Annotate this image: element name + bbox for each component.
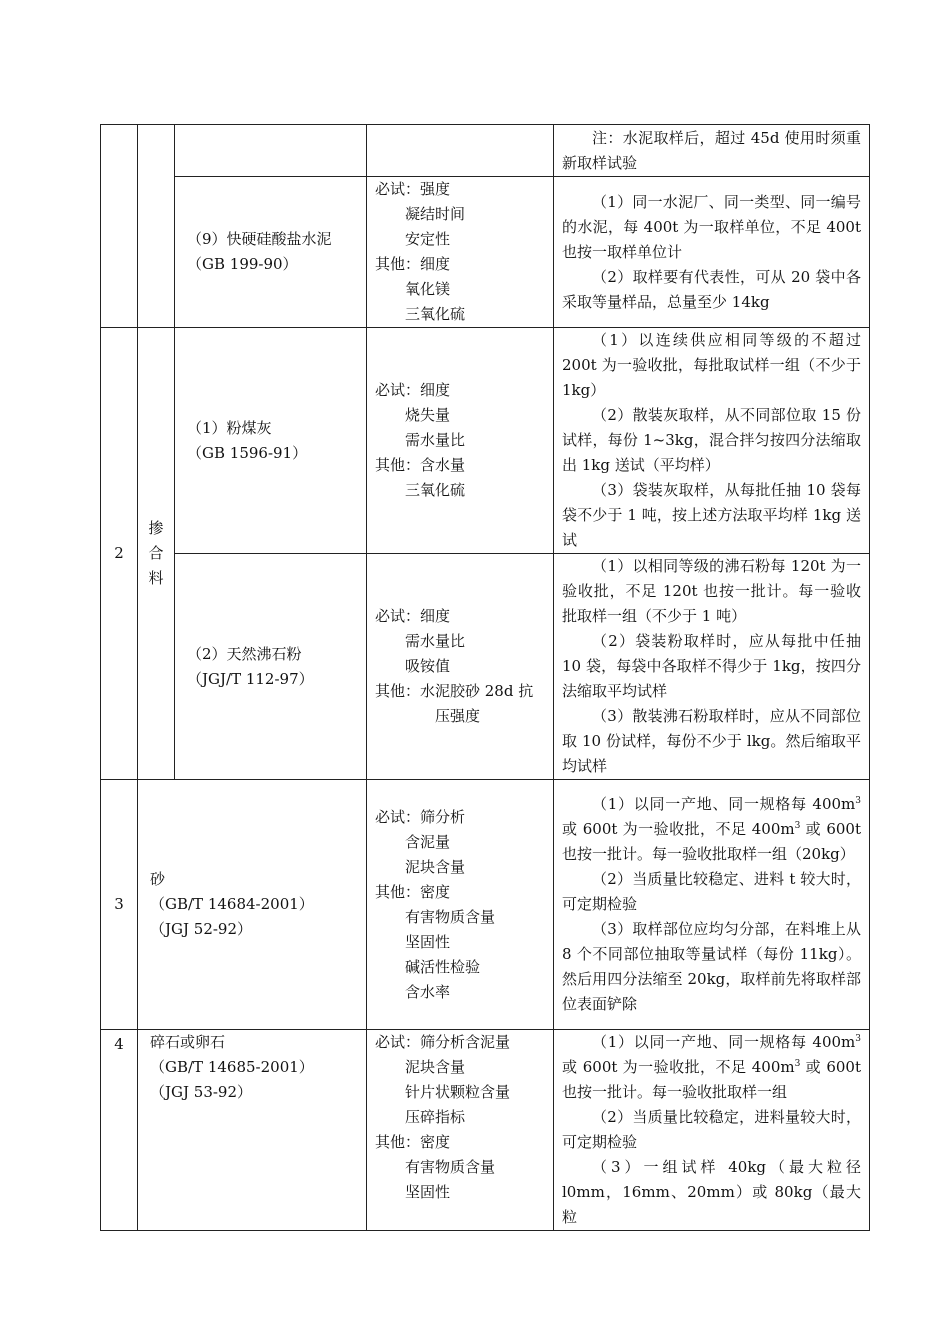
param-line: 烧失量 xyxy=(405,406,451,424)
sampling-paragraph: （3）取样部位应均匀分部，在料堆上从 8 个不同部位抽取等量试样（每份 11kg）。然后用四分法缩至 20kg，取样前先将取样部位表面铲除 xyxy=(562,920,861,1013)
param-line: 其他：含水量 xyxy=(375,456,466,474)
table-row xyxy=(101,1030,870,1231)
text-run: 或 600t 为一验收批，不足 400m xyxy=(562,820,795,838)
params-cell xyxy=(367,177,554,328)
param-line: 需水量比 xyxy=(405,431,466,449)
item-cell xyxy=(175,554,367,780)
sampling-paragraph: （2）当质量比较稳定、进料 t 较大时，可定期检验 xyxy=(562,870,861,913)
param-line: 其他：密度 xyxy=(375,882,451,901)
table-row xyxy=(101,177,870,328)
text-run: （1）以同一产地、同一规格每 400m xyxy=(592,795,856,813)
sampling-cell xyxy=(554,328,870,554)
sampling-cell xyxy=(554,1030,870,1231)
item-cell xyxy=(175,328,367,554)
params-cell xyxy=(367,780,554,1030)
superscript: 3 xyxy=(855,796,861,806)
item-standard: （JGJ 53-92） xyxy=(150,1083,253,1101)
item-standard: （GB 199-90） xyxy=(187,255,298,273)
category-label: 掺合料 xyxy=(148,519,164,587)
param-line: 凝结时间 xyxy=(405,205,466,223)
text-run: 或 600t 也按一批计。每一验收批取样一组 xyxy=(562,1058,861,1101)
sampling-paragraph xyxy=(562,1030,861,1105)
item-name: （1）粉煤灰 xyxy=(187,418,272,437)
params-cell xyxy=(367,1030,554,1231)
param-line: 含泥量 xyxy=(405,832,451,851)
sampling-paragraph: （3）一组试样 40kg（最大粒径 l0mm，16mm、20mm）或 80kg（最大粒 xyxy=(562,1158,861,1226)
item-standard: （GB/T 14685-2001） xyxy=(150,1058,314,1076)
param-line: 坚固性 xyxy=(405,1183,451,1201)
item-standard: （GB/T 14684-2001） xyxy=(150,895,314,913)
row-number-cell xyxy=(101,328,138,780)
item-name: 碎石或卵石 xyxy=(150,1033,226,1051)
param-line: 压碎指标 xyxy=(405,1108,466,1126)
param-line: 坚固性 xyxy=(405,932,451,951)
param-line: 需水量比 xyxy=(405,632,466,650)
item-name: （2）天然沸石粉 xyxy=(187,644,302,663)
param-line: 泥块含量 xyxy=(405,857,466,876)
sampling-paragraph: （1）以相同等级的沸石粉每 120t 为一验收批，不足 120t 也按一批计。每一验收批取样一组（不少于 1 吨） xyxy=(562,557,861,625)
sampling-paragraph: （2）取样要有代表性，可从 20 袋中各采取等量样品，总量至少 14kg xyxy=(562,267,861,311)
item-cell xyxy=(175,125,367,177)
item-name: （9）快硬硅酸盐水泥 xyxy=(187,230,332,248)
row-number-cell xyxy=(101,780,138,1030)
param-line: 有害物质含量 xyxy=(405,907,496,926)
sampling-paragraph: （2）袋装粉取样时，应从每批中任抽 10 袋，每袋中各取样不得少于 1kg，按四分法缩取平均试样 xyxy=(562,632,861,700)
item-standard: （JGJ 52-92） xyxy=(150,920,253,938)
param-line: 针片状颗粒含量 xyxy=(405,1083,511,1101)
row-number-cell xyxy=(101,125,138,328)
table-row xyxy=(101,554,870,780)
params-cell xyxy=(367,554,554,780)
sampling-paragraph: （2）散装灰取样，从不同部位取 15 份试样，每份 1~3kg，混合拌匀按四分法缩取出 1kg 送试（平均样） xyxy=(562,406,861,474)
text-run: 或 600t 为一验收批，不足 400m xyxy=(562,1058,795,1076)
param-line: 泥块含量 xyxy=(405,1058,466,1076)
sampling-paragraph: （3）散装沸石粉取样时，应从不同部位取 10 份试样，每份不少于 lkg。然后缩取平均试样 xyxy=(562,707,861,775)
item-cell xyxy=(138,1030,367,1231)
row-number: 4 xyxy=(114,1035,124,1053)
text-run: （1）以同一产地、同一规格每 400m xyxy=(592,1033,856,1051)
sampling-cell xyxy=(554,177,870,328)
param-line: 其他：密度 xyxy=(375,1133,451,1151)
row-number: 2 xyxy=(114,544,124,562)
table-row xyxy=(101,780,870,1030)
sampling-paragraph xyxy=(562,792,861,867)
param-line: 必试：筛分析含泥量 xyxy=(375,1033,511,1051)
row-number: 3 xyxy=(114,895,124,913)
table-row xyxy=(101,328,870,554)
superscript: 3 xyxy=(855,1034,861,1044)
param-line: 吸铵值 xyxy=(405,657,451,675)
sampling-paragraph: （2）当质量比较稳定，进料量较大时，可定期检验 xyxy=(562,1108,861,1151)
category-cell xyxy=(138,125,175,328)
item-cell xyxy=(175,177,367,328)
text-run: 或 600t 也按一批计。每一验收批取样一组（20kg） xyxy=(562,820,861,863)
superscript: 3 xyxy=(794,821,801,831)
param-line: 必试：强度 xyxy=(375,180,451,198)
item-name: 砂 xyxy=(150,870,166,888)
superscript: 3 xyxy=(794,1059,801,1069)
param-line: 含水率 xyxy=(405,982,451,1001)
category-cell xyxy=(138,328,175,780)
sampling-cell xyxy=(554,125,870,177)
item-standard: （GB 1596-91） xyxy=(187,443,308,462)
sampling-paragraph: （1）以连续供应相同等级的不超过 200t 为一验收批，每批取试样一组（不少于 1kg） xyxy=(562,331,861,399)
param-line: 氧化镁 xyxy=(405,280,451,298)
param-line: 安定性 xyxy=(405,230,451,248)
param-line: 其他：水泥胶砂 28d 抗 xyxy=(375,682,534,700)
row-number-cell xyxy=(101,1030,138,1231)
param-line: 三氧化硫 xyxy=(405,481,466,499)
param-line: 压强度 xyxy=(435,707,481,725)
param-line: 必试：细度 xyxy=(375,381,451,399)
params-cell xyxy=(367,125,554,177)
sampling-cell xyxy=(554,780,870,1030)
sampling-cell xyxy=(554,554,870,780)
param-line: 其他：细度 xyxy=(375,255,451,273)
param-line: 碱活性检验 xyxy=(405,957,481,976)
sampling-note: 注：水泥取样后，超过 45d 使用时须重新取样试验 xyxy=(562,128,861,172)
sampling-paragraph: （3）袋装灰取样，从每批任抽 10 袋每袋不少于 1 吨，按上述方法取平均样 1kg 送试 xyxy=(562,481,861,549)
item-cell xyxy=(138,780,367,1030)
item-standard: （JGJ/T 112-97） xyxy=(187,669,314,688)
sampling-paragraph: （1）同一水泥厂、同一类型、同一编号的水泥，每 400t 为一取样单位，不足 400t 也按一取样单位计 xyxy=(562,192,861,261)
param-line: 必试：筛分析 xyxy=(375,807,466,826)
param-line: 有害物质含量 xyxy=(405,1158,496,1176)
param-line: 必试：细度 xyxy=(375,607,451,625)
sampling-spec-table xyxy=(100,124,870,1231)
params-cell xyxy=(367,328,554,554)
param-line: 三氧化硫 xyxy=(405,305,466,323)
table-row xyxy=(101,125,870,177)
